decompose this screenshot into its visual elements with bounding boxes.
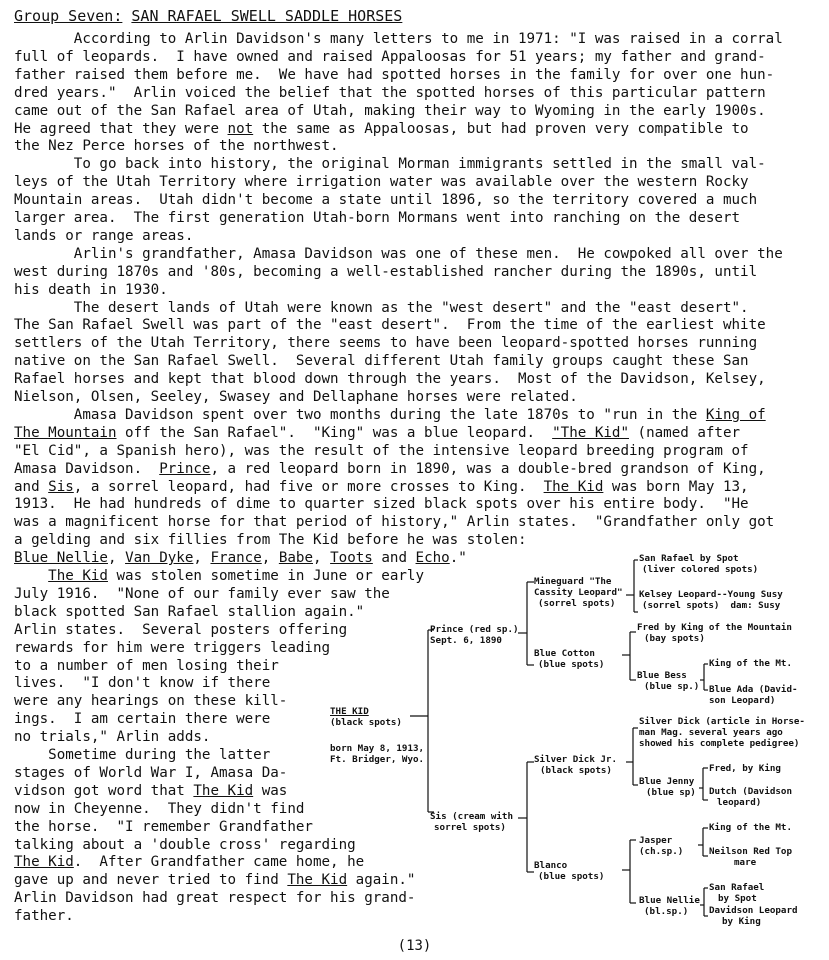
pedigree-dds-line1: Jasper (639, 835, 673, 846)
pedigree-subject-name: THE KID (330, 706, 369, 717)
text-line: west during 1870s and '80s, becoming a well-established rancher during the 1890s, until (14, 263, 758, 280)
pedigree-sd-line2: (blue spots) (538, 659, 605, 670)
pedigree-dsd-sire: Fred, by King (709, 763, 781, 774)
text-line: According to Arlin Davidson's many letters to me in 1971: "I was raised in a corral (14, 31, 783, 47)
pedigree-sds-line2: (bay spots) (644, 633, 705, 644)
pedigree-ddd-line1: Blue Nellie (639, 895, 700, 906)
pedigree-dss-line1: Silver Dick (article in Horse- (639, 716, 805, 727)
pedigree-ds-line2: (black spots) (540, 765, 612, 776)
pedigree-ssd-line2: (sorrel spots) dam: Susy (642, 600, 781, 611)
text-line: his death in 1930. (14, 281, 168, 298)
text-line: "El Cid", a Spanish hero), was the result of the intensive leopard breeding program of (14, 442, 749, 459)
text-line: Arlin Davidson had great respect for his grand- (14, 890, 416, 907)
pedigree-dss-line2: man Mag. several years ago (639, 727, 783, 738)
text-line: was a magnificent horse for that period of history," Arlin states. "Grandfather only got (14, 514, 775, 531)
text-line: lands or range areas. (14, 227, 194, 244)
pedigree-sire-line1: Prince (red sp.) (430, 624, 519, 635)
pedigree-ddd-dam-line2: by King (722, 916, 761, 927)
text-line: rewards for him were triggers leading (14, 639, 331, 656)
text-line: Nielson, Olsen, Seeley, Swasey and Dellaphane horses were related. (14, 389, 578, 405)
text-line: now in Cheyenne. They didn't find (14, 800, 305, 817)
text-line: July 1916. "None of our family ever saw the (14, 585, 390, 602)
pedigree-dd-line2: (blue spots) (538, 871, 605, 882)
text-line: full of leopards. I have owned and raised Appaloosas for 51 years; my father and grand- (14, 48, 766, 65)
text-line: Rafael horses and kept that blood down through the years. Most of the Davidson, Kelsey, (14, 371, 766, 388)
text-line: and Sis, a sorrel leopard, had five or more crosses to King. The Kid was born May 13, (14, 478, 749, 495)
pedigree-subject-born: born May 8, 1913, (330, 743, 425, 754)
pedigree-sdd-line2: (blue sp.) (644, 681, 700, 692)
pedigree-dsd-dam-line2: leopard) (717, 797, 762, 808)
text-line: the Nez Perce horses of the northwest. (14, 138, 339, 155)
text-line: settlers of the Utah Territory, there seems to have been leopard-spotted horses running (14, 335, 758, 352)
text-line: black spotted San Rafael stallion again." (14, 603, 365, 620)
group-label: Group Seven: (14, 7, 123, 25)
page-number: (13) (397, 938, 432, 954)
pedigree-sdd-dam-line2: son Leopard) (709, 695, 776, 706)
pedigree-sss-line2: (liver colored spots) (642, 564, 759, 575)
pedigree-ddd-sire-line1: San Rafael (709, 882, 765, 893)
pedigree-subject-color: (black spots) (330, 717, 402, 728)
text-line: The San Rafael Swell was part of the "east desert". From the time of the earliest white (14, 317, 766, 334)
text-line: The Kid was stolen sometime in June or early (48, 568, 425, 584)
pedigree-dd-line1: Blanco (534, 860, 568, 871)
text-line: The desert lands of Utah were known as the "west desert" and the "east desert". (14, 299, 749, 316)
text-line: lives. "I don't know if there (14, 675, 271, 692)
pedigree-sds-line1: Fred by King of the Mountain (637, 622, 792, 633)
pedigree-ddd-line2: (bl.sp.) (644, 906, 689, 917)
text-line: The Mountain off the San Rafael". "King" was a blue leopard. "The Kid" (named after (14, 424, 741, 441)
text-line: Amasa Davidson spent over two months during the late 1870s to "run in the King of (14, 406, 766, 423)
pedigree-dam-line2: sorrel spots) (434, 822, 506, 833)
text-line: leys of the Utah Territory where irrigation water was available over the western Rocky (14, 174, 749, 191)
text-line: father raised them before me. We have had spotted horses in the family for over one hun- (14, 66, 775, 83)
pedigree-dam-line1: Sis (cream with (430, 811, 513, 822)
text-line: The Kid. After Grandfather came home, he (14, 854, 365, 871)
pedigree-sdd-dam-line1: Blue Ada (David- (709, 684, 798, 695)
text-line: Mountain areas. Utah didn't become a state until 1896, so the territory covered a much (14, 192, 758, 209)
text-line: Amasa Davidson. Prince, a red leopard born in 1890, was a double-bred grandson of King, (14, 460, 766, 477)
text-line: a gelding and six fillies from The Kid before he was stolen: (14, 532, 527, 549)
pedigree-ds-line1: Silver Dick Jr. (534, 754, 617, 765)
pedigree-ss-line2: Cassity Leopard" (534, 587, 623, 598)
pedigree-sire-line2: Sept. 6, 1890 (430, 635, 502, 646)
text-line: larger area. The first generation Utah-born Mormans went into ranching on the desert (14, 210, 741, 226)
text-line: 1913. He had hundreds of dime to quarter sized black spots over his entire body. "He (14, 496, 749, 513)
pedigree-sd-line1: Blue Cotton (534, 648, 595, 659)
pedigree-subject-place: Ft. Bridger, Wyo. (330, 754, 425, 765)
text-line: father. (14, 908, 74, 925)
pedigree-ddd-dam-line1: Davidson Leopard (709, 905, 798, 916)
pedigree-ssd-line1: Kelsey Leopard--Young Susy (639, 589, 783, 600)
pedigree-dds-dam-line1: Neilson Red Top (709, 846, 792, 857)
text-line: He agreed that they were not the same as Appaloosas, but had proven very compatible to (14, 120, 749, 137)
text-line: stages of World War I, Amasa Da- (14, 764, 288, 781)
pedigree-dds-line2: (ch.sp.) (639, 846, 684, 857)
text-line: Sometime during the latter (14, 747, 271, 763)
pedigree-sss-line1: San Rafael by Spot (639, 553, 739, 564)
text-line: the horse. "I remember Grandfather (14, 818, 313, 835)
text-line: Blue Nellie, Van Dyke, France, Babe, Toots and Echo." (14, 550, 467, 567)
pedigree-dsd-line2: (blue sp) (646, 787, 696, 798)
text-line: talking about a 'double cross' regarding (14, 836, 356, 853)
text-line: ings. I am certain there were (14, 711, 271, 728)
text-line: Arlin states. Several posters offering (14, 621, 348, 638)
section-title: SAN RAFAEL SWELL SADDLE HORSES (131, 7, 403, 25)
pedigree-ddd-sire-line2: by Spot (718, 893, 757, 904)
text-line: Arlin's grandfather, Amasa Davidson was one of these men. He cowpoked all over the (14, 245, 783, 262)
text-line: no trials," Arlin adds. (14, 729, 211, 746)
text-line: to a number of men losing their (14, 657, 279, 674)
text-line: dred years." Arlin voiced the belief that the spotted horses of this particular pattern (14, 84, 766, 101)
pedigree-dss-line3: showed his complete pedigree) (639, 738, 800, 749)
pedigree-sdd-line1: Blue Bess (637, 670, 687, 681)
pedigree-dsd-line1: Blue Jenny (639, 776, 695, 787)
text-line: To go back into history, the original Morman immigrants settled in the small val- (14, 156, 766, 173)
text-line: native on the San Rafael Swell. Several different Utah family groups caught these San (14, 353, 749, 370)
text-line: came out of the San Rafael area of Utah, making their way to Wyoming in the early 1900s. (14, 102, 766, 119)
pedigree-dds-sire: King of the Mt. (709, 822, 792, 833)
text-line: vidson got word that The Kid was (14, 782, 288, 799)
text-line: were any hearings on these kill- (14, 693, 288, 710)
pedigree-sdd-sire: King of the Mt. (709, 658, 792, 669)
pedigree-ss-line3: (sorrel spots) (538, 598, 616, 609)
text-line: gave up and never tried to find The Kid again." (14, 872, 416, 889)
pedigree-ss-line1: Mineguard "The (534, 576, 612, 587)
pedigree-dds-dam-line2: mare (734, 857, 757, 868)
pedigree-dsd-dam-line1: Dutch (Davidson (709, 786, 792, 797)
